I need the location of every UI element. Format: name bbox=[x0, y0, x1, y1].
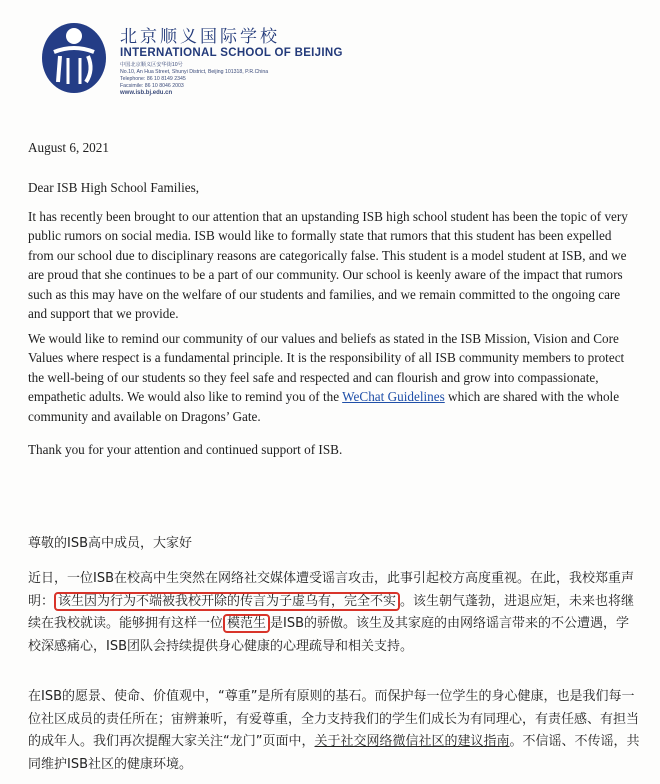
translation-paragraph-2 bbox=[28, 686, 640, 776]
letter-paragraph-3: Thank you for your attention and continued support of ISB. bbox=[28, 442, 343, 457]
translation-p2-b: 。不信谣、不传谣，共同维护ISB社区的健康环境。 bbox=[28, 734, 640, 772]
letter-date: August 6, 2021 bbox=[28, 140, 109, 155]
school-address bbox=[120, 62, 268, 97]
highlight-box-model-student: 模范生 bbox=[223, 614, 270, 633]
address-en: No.10, An Hua Street, Shunyi District, Beijing 101318, P.R.China bbox=[120, 69, 269, 75]
website: www.isb.bj.edu.cn bbox=[120, 90, 173, 96]
para2-text-after: which are shared with the whole community and available on Dragons’ Gate. bbox=[28, 389, 620, 424]
telephone: Telephone: 86 10 8149 2345 bbox=[120, 76, 186, 82]
translation-paragraph-1 bbox=[28, 568, 640, 658]
wechat-guidelines-link[interactable]: WeChat Guidelines bbox=[342, 389, 445, 405]
school-name-en: INTERNATIONAL SCHOOL OF BEIJING bbox=[120, 47, 343, 59]
school-name-cn: 北京顺义国际学校 bbox=[120, 27, 280, 47]
translation-p2-a: 在ISB的愿景、使命、价值观中，“尊重”是所有原则的基石。而保护每一位学生的身心健康，也是我们每一位社区成员的责任所在；宙辨兼听，有爱尊重，全力支持我们的学生们成长为有同理心，有责任感、有担当的成年人。我们再次提醒大家关注“龙门”页面中， bbox=[28, 689, 640, 749]
translation-p1-a: 近日，一位ISB在校高中生突然在网络社交媒体遭受谣言攻击，此事引起校方高度重视。在此，我校郑重声明： bbox=[28, 571, 635, 609]
letter-paragraph-1: It has recently been brought to our attention that an upstanding ISB high school student has been the topic of very public rumors on social media. ISB would like to formally state that rumors that this student has been expelled from our school due to disciplinary reasons are categorically false. This student is a model student at ISB, and we are proud that she continues to be a part of our community. Our school is keenly aware of the impact that rumors such as this may have on the welfare of our students and families, and we remain committed to the ongoing care and support that we provide. bbox=[28, 209, 628, 322]
translation-p1-c: 是ISB的骄傲。该生及其家庭的由网络谣言带来的不公遭遇，学校深感痛心，ISB团队会持续提供身心健康的心理疏导和相关支持。 bbox=[28, 616, 630, 654]
wechat-guidelines-link-cn[interactable]: 关于社交网络微信社区的建议指南 bbox=[314, 734, 510, 749]
letter-greeting: Dear ISB High School Families, bbox=[28, 180, 200, 195]
school-logo-icon bbox=[38, 16, 110, 96]
highlight-box-rumor-false: 该生因为行为不端被我校开除的传言为子虚乌有，完全不实 bbox=[54, 592, 400, 611]
address-cn: 中国北京顺义区安华街10号 bbox=[120, 62, 183, 68]
facsimile: Facsimile: 86 10 8046 2003 bbox=[120, 83, 184, 89]
letter-paragraph-2 bbox=[28, 329, 638, 426]
translation-greeting: 尊敬的ISB高中成员，大家好 bbox=[28, 536, 193, 551]
translation-p1-b: 。该生朝气蓬勃，进退应矩，未来也将继续在我校就读。能够拥有这样一位 bbox=[28, 593, 635, 631]
para2-text-before: We would like to remind our community of our values and beliefs as stated in the ISB Mission, Vision and Core Values where respect is a fundamental principle. It is the responsibility of all ISB community members to protect the well-being of our students so they feel safe and respected and can flourish and grow into compassionate, empathetic adults. We would also like to remind you of the bbox=[28, 331, 625, 405]
